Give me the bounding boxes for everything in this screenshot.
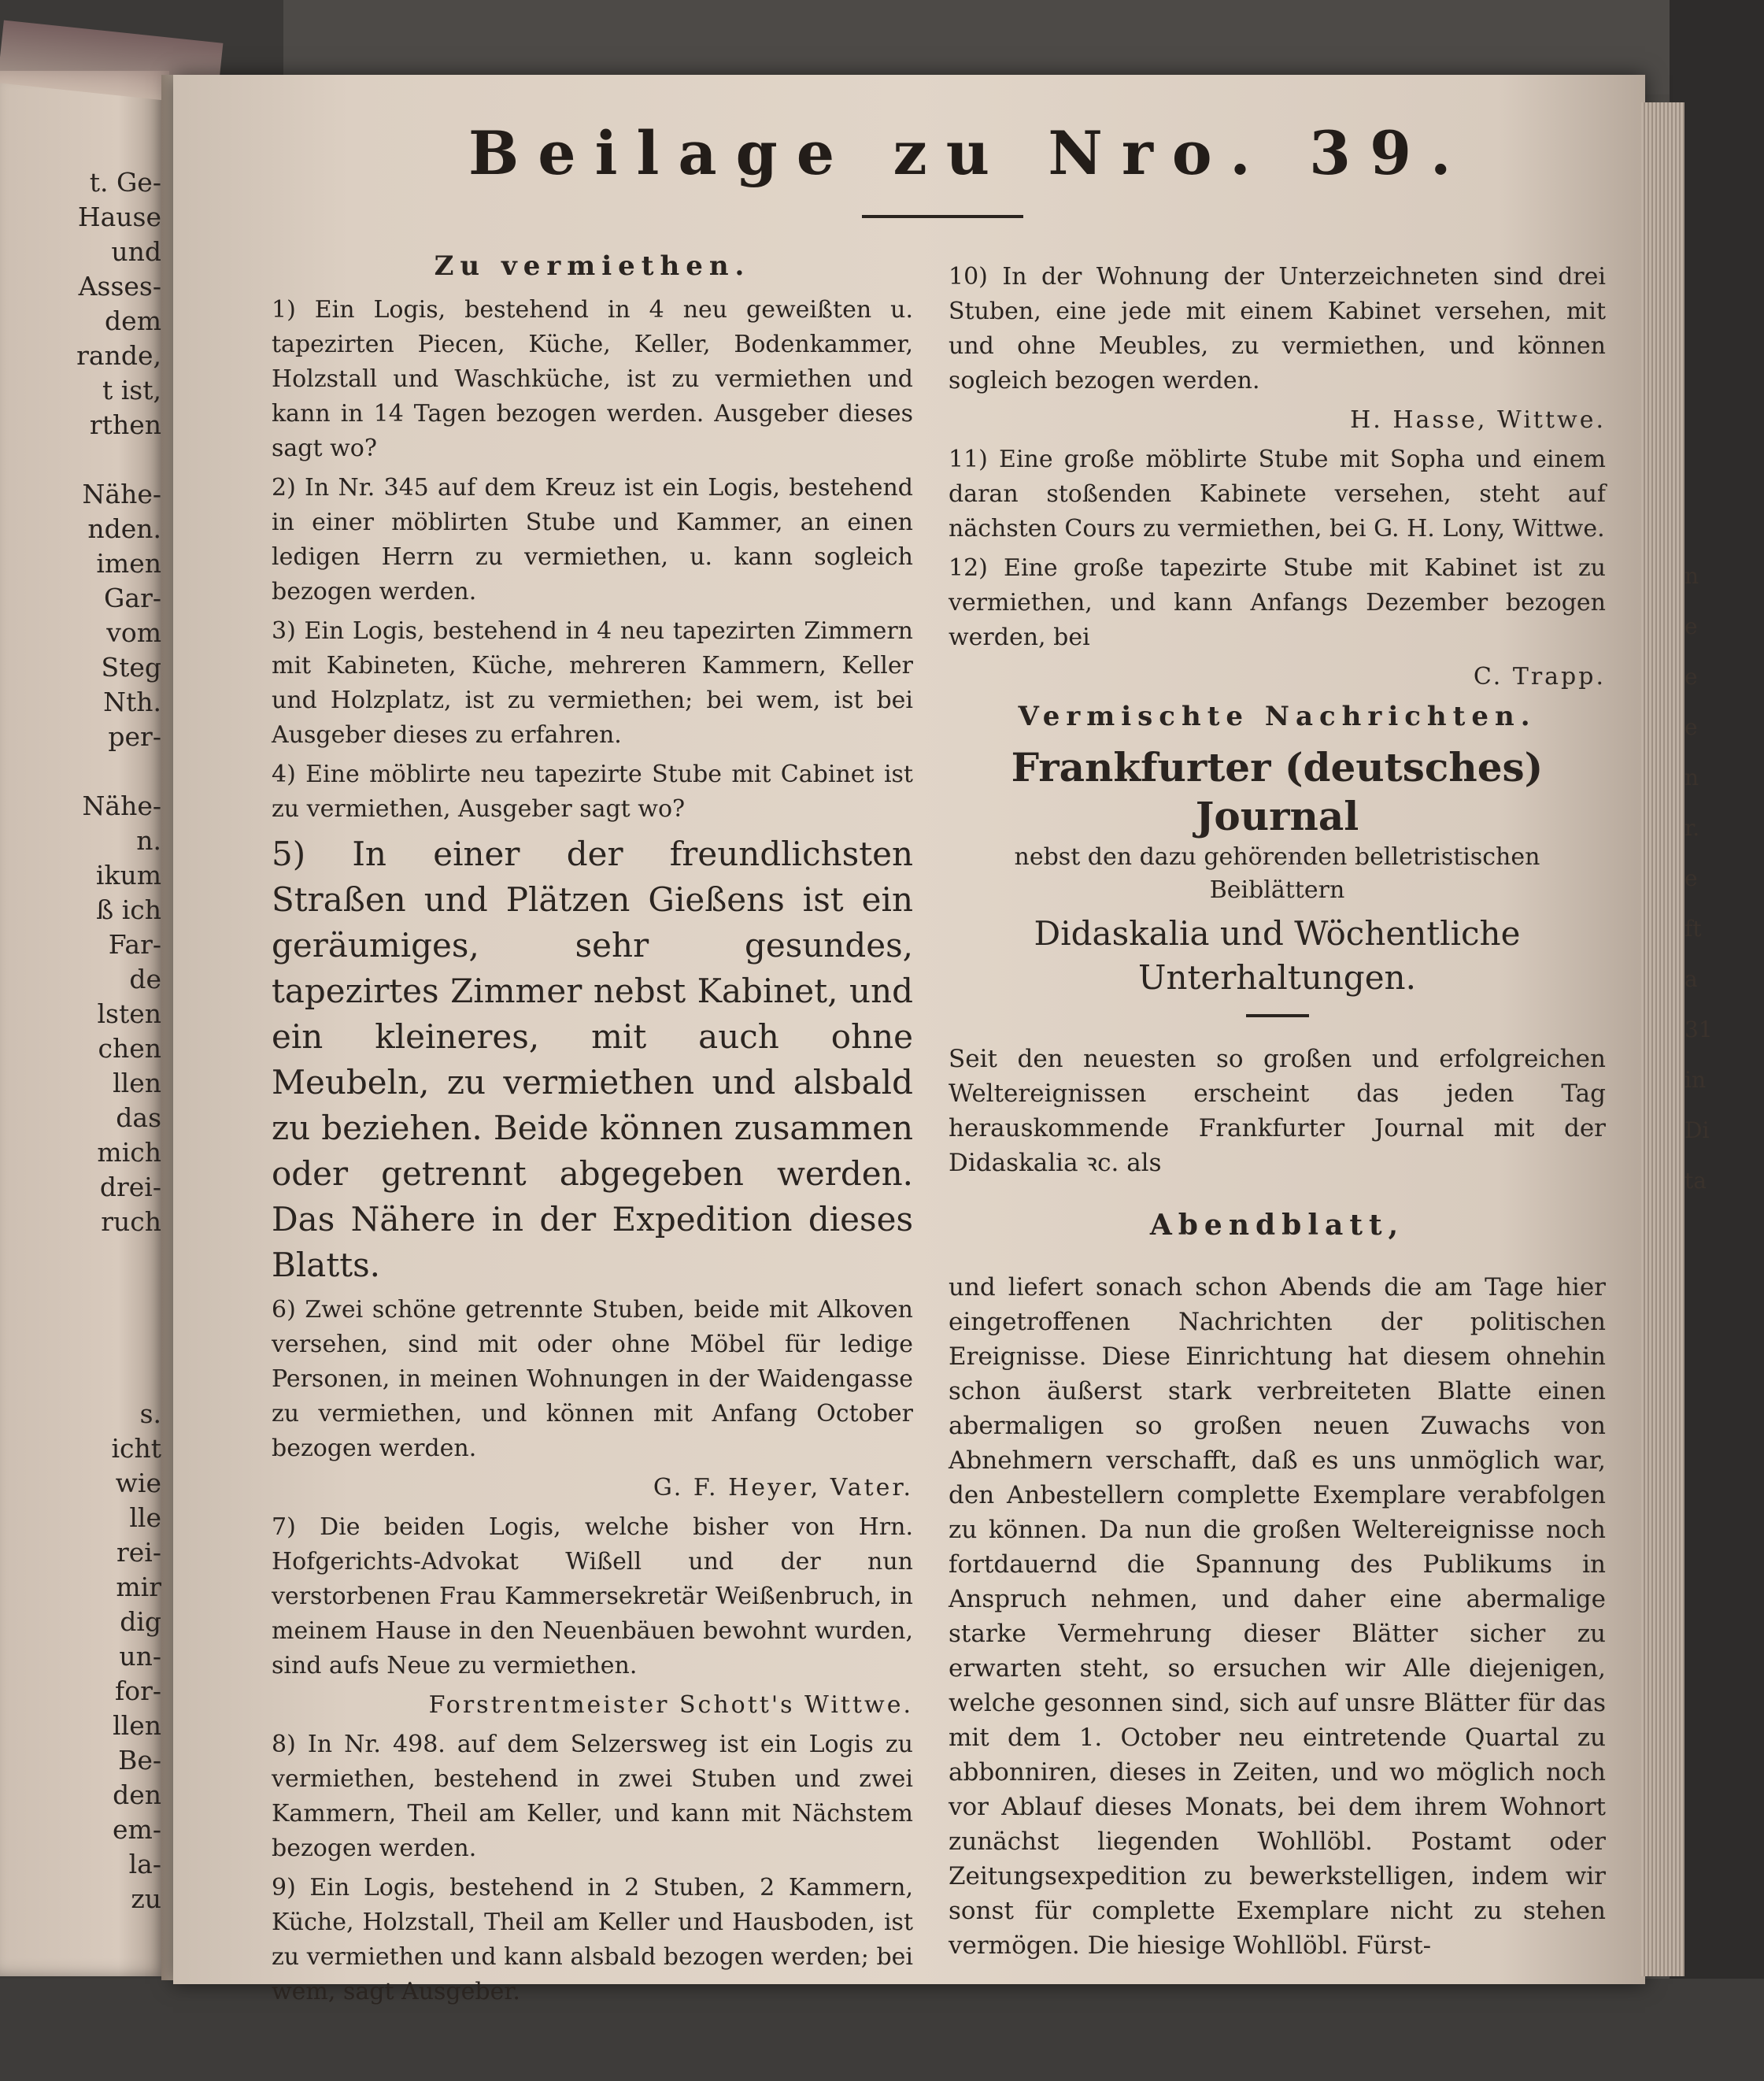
abendblatt-heading: Abendblatt, <box>1149 1209 1405 1242</box>
edge-letter: e <box>1684 865 1698 891</box>
left-line: dig <box>120 1606 161 1637</box>
left-line: mir <box>116 1572 161 1602</box>
journal-body: und liefert sonach schon Abends die am Tage hier eingetroffenen Nachrichten der politischen Ereignisse. Diese Einrichtung hat diesem ohnehin schon äußerst stark verbreiteten Blatte einen abermaligen so großen neuen Zuwachs von Abnehmern verschafft, daß es uns unmöglich war, den Anbestellern complette Exemplare verabfolgen zu können. Da nun die großen Weltereignisse noch fortdauernd die Spannung des Publikums in Anspruch nehmen, und daher eine abermalige starke Vermehrung dieser Blätter sicher zu erwarten steht, so ersuchen wir Alle diejenigen, welche gesonnen sind, sich auf unsre Blätter für das mit dem 1. October neu eintretende Quartal zu abbonniren, dieses in Zeiten, und wo möglich noch vor Ablauf dieses Monats, bei dem ihrem Wohnort zunächst liegenden Wohllöbl. Postamt oder Zeitungsexpedition zu bewerkstelligen, indem wir sonst für complette Exemplare nicht zu stehen vermögen. Die hiesige Wohllöbl. Fürst- <box>949 1273 1606 1960</box>
edge-letter: e <box>1684 714 1698 740</box>
edge-letter: Di <box>1684 1117 1710 1143</box>
left-line: s. <box>139 1398 161 1429</box>
ad-1: 1) Ein Logis, bestehend in 4 neu geweißten u. tapezirten Piecen, Küche, Keller, Bodenkammer, Holzstall und Waschküche, ist zu vermiethen und kann in 14 Tagen bezogen werden. Ausgeber dieses sagt wo? <box>272 296 913 462</box>
left-line: de <box>129 964 161 994</box>
page-edges <box>1641 102 1684 1976</box>
left-line: Nth. <box>103 687 161 717</box>
left-line: den <box>113 1779 161 1810</box>
left-line: Asses- <box>78 271 161 302</box>
left-line: mich <box>97 1137 161 1168</box>
header-rule <box>862 215 1023 218</box>
ad-9: 9) Ein Logis, bestehend in 2 Stuben, 2 Kammern, Küche, Holzstall, Theil am Keller und Hausboden, ist zu vermiethen und kann alsbald bezogen werden; bei wem, sagt Ausgeber. <box>272 1874 913 2005</box>
left-line: Gar- <box>104 583 161 613</box>
left-line: Far- <box>108 929 161 960</box>
left-line: ikum <box>95 860 161 891</box>
ad-10: 10) In der Wohnung der Unterzeichneten sind drei Stuben, eine jede mit einem Kabinet versehen, mit und ohne Meubles, zu vermiethen, und können sogleich bezogen werden. <box>949 263 1606 394</box>
journal-title: Frankfurter (deutsches) Journal <box>1011 744 1544 839</box>
journal-subtitle: nebst den dazu gehörenden belletristischen Beiblättern <box>1014 843 1540 904</box>
ad-7: 7) Die beiden Logis, welche bisher von Hrn. Hofgerichts-Advokat Wißell und der nun verstorbenen Frau Kammersekretär Weißenbruch, in meinem Hause in den Neuenbäuen bewohnt wurden, sind aufs Neue zu vermiethen. <box>272 1513 913 1679</box>
column-left <box>272 244 913 2014</box>
ad-2: 2) In Nr. 345 auf dem Kreuz ist ein Logis, bestehend in einer möblirten Stube und Kammer, an einen ledigen Herrn zu vermiethen, u. kann sogleich bezogen werden. <box>272 474 913 605</box>
section-title-misc: Vermischte Nachrichten. <box>1018 701 1537 732</box>
left-line: rthen <box>89 409 161 440</box>
left-line: for- <box>114 1676 161 1706</box>
journal-rule <box>1246 1014 1309 1017</box>
left-line: n. <box>136 825 161 856</box>
left-line: ß ich <box>96 894 161 925</box>
left-line: vom <box>106 617 161 648</box>
ad-4: 4) Eine möblirte neu tapezirte Stube mit Cabinet ist zu vermiethen, Ausgeber sagt wo? <box>272 761 913 823</box>
left-line: lsten <box>97 998 161 1029</box>
left-line: lle <box>129 1502 161 1533</box>
left-line: Hause <box>77 202 161 232</box>
ad-10-signature: H. Hasse, Wittwe. <box>1350 406 1606 434</box>
left-line: wie <box>115 1468 161 1498</box>
left-line: chen <box>98 1033 161 1064</box>
ad-6: 6) Zwei schöne getrennte Stuben, beide mit Alkoven versehen, sind mit oder ohne Möbel für ledige Personen, in meinen Wohnungen in der Waidengasse zu vermiethen, und können mit Anfang October bezogen werden. <box>272 1296 913 1462</box>
right-edge-text-fragment <box>1684 551 1716 1206</box>
left-line: t. Ge- <box>89 167 161 198</box>
page-header-title: Beilage zu Nro. 39. <box>468 118 1470 188</box>
ad-8: 8) In Nr. 498. auf dem Selzersweg ist ein Logis zu vermiethen, bestehend in zwei Stuben und zwei Kammern, Theil am Keller, und kann mit Nächstem bezogen werden. <box>272 1731 913 1862</box>
ad-12: 12) Eine große tapezirte Stube mit Kabinet ist zu vermiethen, und kann Anfangs Dezember bezogen werden, bei <box>949 554 1606 651</box>
left-line: em- <box>113 1814 161 1845</box>
left-line: dem <box>105 305 161 336</box>
ad-11: 11) Eine große möblirte Stube mit Sopha und einem daran stoßenden Kabinete versehen, steht auf nächsten Cours zu vermiethen, bei G. H. Lony, Wittwe. <box>949 446 1606 542</box>
edge-letter: 31 <box>1684 1016 1713 1042</box>
ad-5: 5) In einer der freundlichsten Straßen und Plätzen Gießens ist ein geräumiges, sehr gesundes, tapezirtes Zimmer nebst Kabinet, und ein kleineres, mit auch ohne Meubeln, zu vermiethen und alsbald zu beziehen. Beide können zusammen oder getrennt abgegeben werden. Das Nähere in der Expedition dieses Blatts. <box>272 835 913 1284</box>
left-line: imen <box>96 548 161 579</box>
edge-letter: in <box>1684 1067 1706 1093</box>
left-line: drei- <box>99 1172 161 1202</box>
left-line <box>0 754 161 789</box>
edge-letter: r. <box>1684 815 1700 841</box>
column-right <box>949 260 1606 1987</box>
left-line: zu <box>131 1883 161 1914</box>
edge-letter: n <box>1684 765 1699 791</box>
edge-letter: a <box>1684 966 1698 992</box>
left-line: la- <box>128 1849 161 1879</box>
left-line: nden. <box>87 513 161 544</box>
left-line <box>0 442 161 477</box>
edge-letter: n <box>1684 563 1699 589</box>
left-line: rande, <box>76 340 161 371</box>
journal-intro: Seit den neuesten so großen und erfolgreichen Weltereignissen erscheint das jeden Tag herauskommende Frankfurter Journal mit der Didaskalia ꝛc. als <box>949 1045 1606 1177</box>
ad-6-signature: G. F. Heyer, Vater. <box>653 1474 913 1502</box>
edge-letter: ft <box>1684 916 1702 942</box>
left-line: per- <box>108 721 161 752</box>
left-line: Steg <box>101 652 161 683</box>
left-line: llen <box>113 1068 161 1098</box>
left-line: Nähe- <box>82 479 161 509</box>
section-title-rent: Zu vermiethen. <box>434 250 751 282</box>
journal-supplements-title: Didaskalia und Wöchentliche Unterhaltungen. <box>1034 914 1521 997</box>
left-line: Be- <box>118 1745 161 1776</box>
ad-7-signature: Forstrentmeister Schott's Wittwe. <box>428 1691 913 1719</box>
ad-3: 3) Ein Logis, bestehend in 4 neu tapezirten Zimmern mit Kabineten, Küche, mehreren Kammern, Keller und Holzplatz, ist zu vermiethen; bei wem, ist bei Ausgeber dieses zu erfahren. <box>272 617 913 749</box>
left-line: ruch <box>101 1206 161 1237</box>
left-line: llen <box>113 1710 161 1741</box>
left-line: und <box>111 236 161 267</box>
edge-letter: e <box>1684 664 1698 690</box>
left-line: rei- <box>116 1537 161 1568</box>
left-line: icht <box>111 1433 161 1464</box>
left-facing-page <box>0 71 169 1976</box>
edge-letter: ta <box>1684 1168 1707 1194</box>
edge-letter: e <box>1684 613 1698 639</box>
left-line: Nähe- <box>82 791 161 821</box>
left-page-text-fragment <box>0 165 161 1916</box>
ad-12-signature: C. Trapp. <box>1473 663 1606 691</box>
left-line: das <box>116 1102 161 1133</box>
left-line: t ist, <box>102 375 161 405</box>
left-line: un- <box>119 1641 161 1672</box>
